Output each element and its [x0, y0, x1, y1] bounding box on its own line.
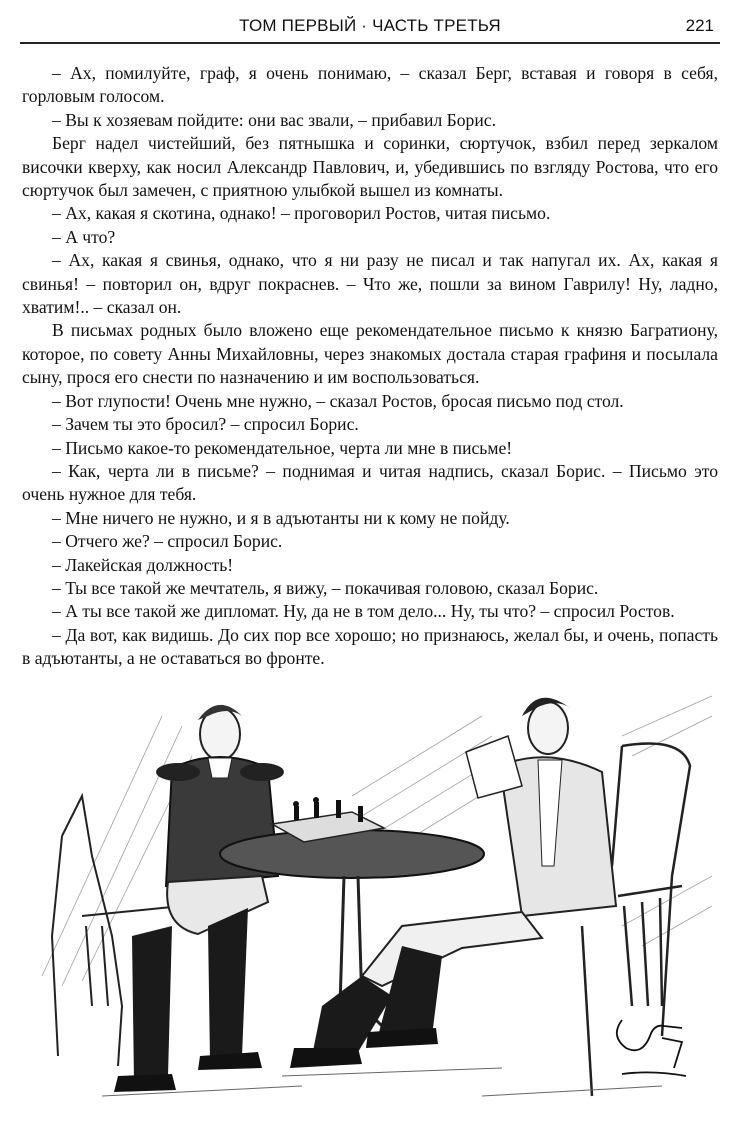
right-officer-figure — [290, 698, 616, 1068]
paragraph: – Письмо какое-то рекомендательное, черта ли мне в письме! — [52, 437, 513, 458]
paragraph: – Вот глупости! Очень мне нужно, – сказал Ростов, бросая письмо под стол. — [52, 390, 624, 411]
running-header — [20, 12, 720, 42]
paragraph: – Лакейская должность! — [52, 554, 234, 575]
paragraph: – А что? — [52, 226, 116, 247]
engraving-svg — [22, 676, 716, 1118]
paragraph: – Да вот, как видишь. До сих пор все хорошо; но признаюсь, желал бы, и очень, попасть в адъютанты, а не оставаться во фронте. — [22, 624, 718, 669]
paragraph: – Ах, какая я свинья, однако, что я ни разу не писал и так напугал их. Ах, какая я свинья! – повторил он, вдруг покраснев. – Что же, пошли за вином Гаврилу! Ну, ладно, хватим!.. – сказал он. — [22, 250, 718, 318]
letter-paper — [466, 736, 522, 798]
header-rule — [20, 42, 720, 44]
page-number: 221 — [685, 16, 714, 35]
paragraph: – Как, черта ли в письме? – поднимая и читая надпись, сказал Борис. – Письмо это очень нужное для тебя. — [22, 460, 718, 505]
engraving-illustration — [22, 676, 716, 1118]
paragraph: В письмах родных было вложено еще рекомендательное письмо к князю Багратиону, которое, по совету Анны Михайловны, через знакомых достала старая графиня и посылала сыну, прося его снести по назначению и им воспользоваться. — [22, 320, 718, 388]
running-title: ТОМ ПЕРВЫЙ · ЧАСТЬ ТРЕТЬЯ — [239, 16, 501, 35]
paragraph: – Ты все такой же мечтатель, я вижу, – покачивая головою, сказал Борис. — [52, 577, 599, 598]
left-officer-figure — [114, 705, 284, 1092]
floor-shading — [102, 1068, 662, 1096]
paragraph: – Вы к хозяевам пойдите: они вас звали, – прибавил Борис. — [52, 109, 496, 130]
paragraph: Берг надел чистейший, без пятнышка и соринки, сюртучок, взбил перед зеркалом височки кверху, как носил Александр Павлович, и, убедившись по взгляду Ростова, что его сюртучок был замечен, с приятною улыбкой вышел из комнаты. — [22, 133, 718, 201]
paragraph: – Ах, помилуйте, граф, я очень понимаю, – сказал Берг, вставая и говоря в себя, горловым голосом. — [22, 63, 718, 107]
artist-signature — [617, 1020, 686, 1076]
paragraph: – А ты все такой же дипломат. Ну, да не в том дело... Ну, ты что? – спросил Ростов. — [52, 601, 675, 622]
paragraph: – Ах, какая я скотина, однако! – проговорил Ростов, читая письмо. — [52, 203, 551, 224]
paragraph: – Отчего же? – спросил Борис. — [52, 531, 283, 552]
paragraph: – Зачем ты это бросил? – спросил Борис. — [52, 414, 359, 435]
paragraph: – Мне ничего не нужно, и я в адъютанты ни к кому не пойду. — [52, 507, 510, 528]
body-text — [22, 62, 718, 671]
